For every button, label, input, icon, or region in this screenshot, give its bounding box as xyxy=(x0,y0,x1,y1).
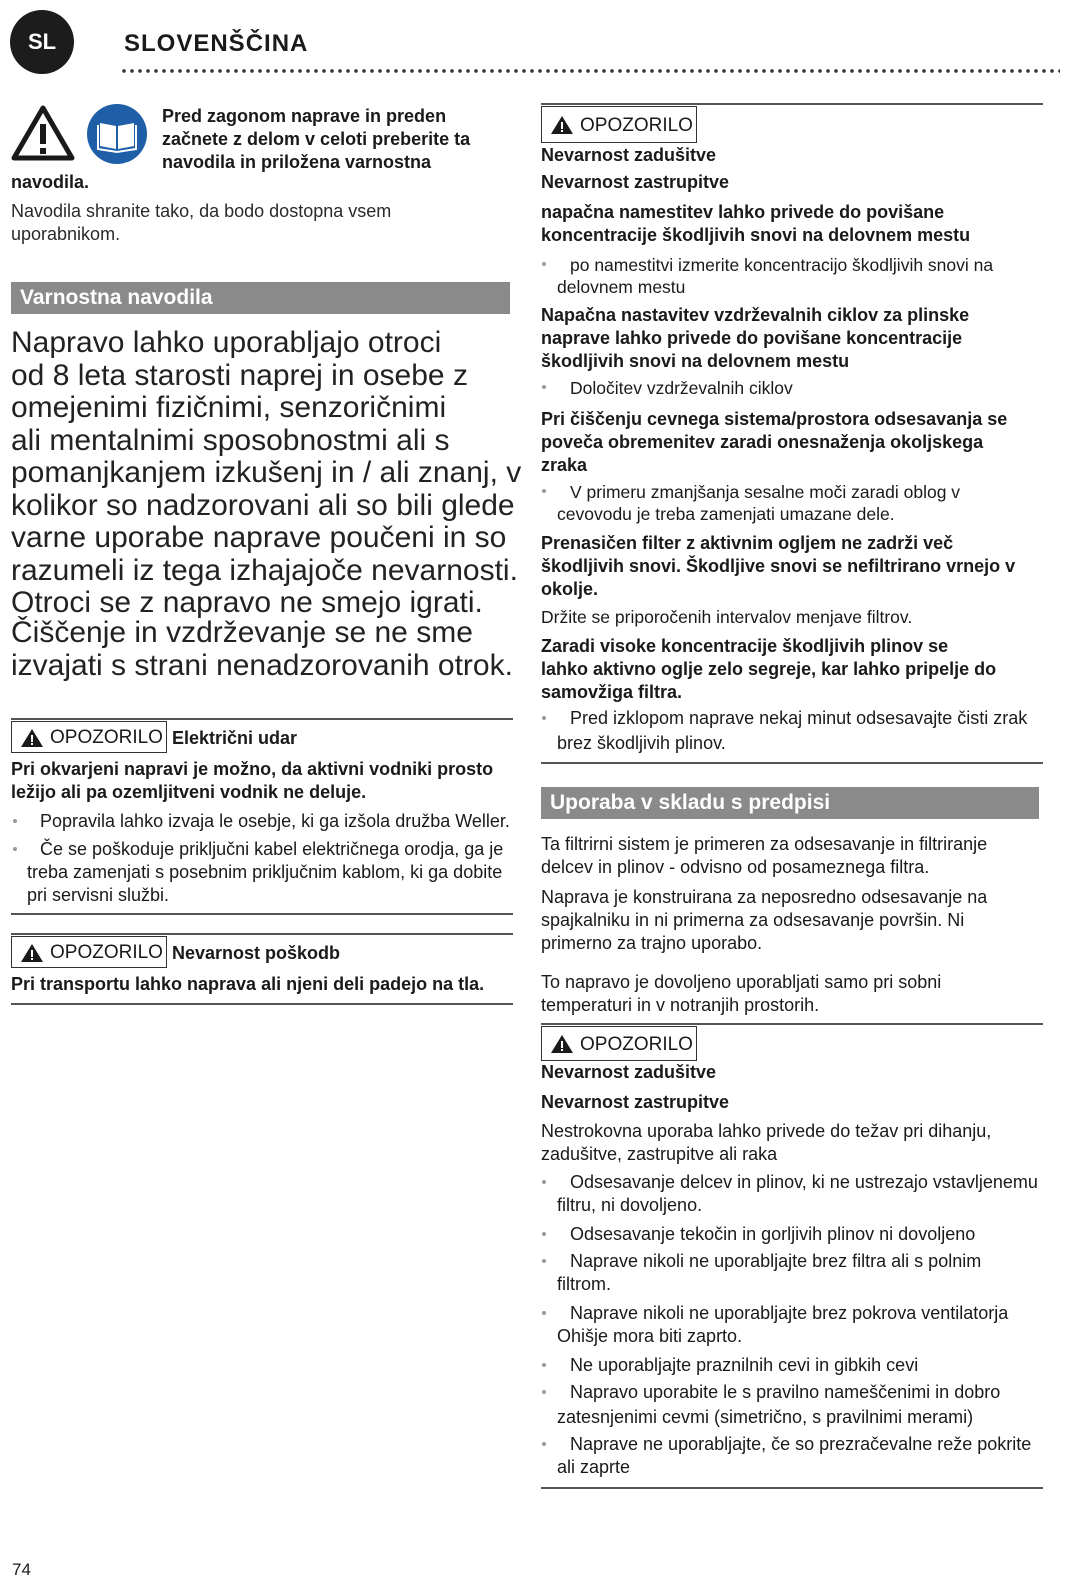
warning-text: Nestrokovna uporaba lahko privede do težav pri dihanju, zadušitve, zastrupitve ali raka xyxy=(541,1121,992,1164)
bullet-dot xyxy=(542,262,546,266)
warning-text-electric: Pri okvarjeni napravi je možno, da aktivni vodniki prosto ležijo ali pa ozemljitveni vodnik ne deluje. xyxy=(11,759,494,802)
warning-subtitle: Nevarnost zastrupitve xyxy=(541,172,730,192)
bullet-dot xyxy=(542,1180,546,1184)
read-manual-icon xyxy=(86,103,148,165)
bullet-dot xyxy=(542,716,546,720)
warning-text: napačna namestitev lahko privede do povišane koncentracije škodljivih snovi na delovnem mestu xyxy=(541,202,971,245)
divider xyxy=(541,103,1043,105)
warning-subtitle: Nevarnost zastrupitve xyxy=(541,1092,730,1112)
usage-paragraph-1: Ta filtrirni sistem je primeren za odsesavanje in filtriranje delcev in plinov - odvisno od posameznega filtra. xyxy=(541,834,988,877)
warning-item-electric-1: Popravila lahko izvaja le osebje, ki ga izšola družba Weller. xyxy=(40,811,510,831)
bullet-dot xyxy=(542,1259,546,1263)
warning-triangle-icon xyxy=(10,104,76,162)
bullet-dot xyxy=(13,847,17,851)
warning-item: Naprave ne uporabljajte, če so prezračevalne reže pokrite ali zaprte xyxy=(557,1434,1032,1477)
warning-note: Držite se priporočenih intervalov menjave filtrov. xyxy=(541,607,913,627)
warning-label-r2: OPOZORILO xyxy=(541,1026,697,1061)
warning-item: po namestitvi izmerite koncentracijo škodljivih snovi na delovnem mestu xyxy=(557,255,994,297)
safety-heading: Varnostna navodila xyxy=(11,282,510,314)
warning-subtitle: Nevarnost zadušitve xyxy=(541,145,717,165)
intro-title: Pred zagonom naprave in preden začnete z delom v celoti preberite ta navodila in priložena varnostna xyxy=(162,106,471,172)
divider xyxy=(11,718,513,720)
warning-item: Odsesavanje delcev in plinov, ki ne ustrezajo vstavljenemu filtru, ni dovoljeno. xyxy=(557,1172,1038,1215)
bullet-dot xyxy=(13,819,17,823)
warning-title-electric: Električni udar xyxy=(172,728,298,748)
safety-paragraph-1: Napravo lahko uporabljajo otroci od 8 leta starosti naprej in osebe z omejenimi fizičnimi, senzoričnimi ali mentalnimi sposobnostmi ali s pomanjkanjem izkušenj in / ali znanj, v kolikor so nadzorovani ali so bili glede varne uporabe naprave poučeni in so razumeli iz tega izhajajoče nevarnosti. Otroci se z napravo ne smejo igrati. xyxy=(11,326,522,619)
warning-label-r1: OPOZORILO xyxy=(541,106,697,143)
bullet-dot xyxy=(542,385,546,389)
bullet-dot xyxy=(542,1232,546,1236)
warning-label-damage: OPOZORILO xyxy=(11,936,167,968)
intro-note: Navodila shranite tako, da bodo dostopna vsem uporabnikom. xyxy=(11,201,392,244)
intro-title-end: navodila. xyxy=(11,172,90,192)
usage-heading: Uporaba v skladu s predpisi xyxy=(541,787,1039,819)
divider xyxy=(11,933,513,935)
safety-paragraph-2: Čiščenje in vzdrževanje se ne sme izvajati s strani nenadzorovanih otrok. xyxy=(11,616,513,682)
warning-triangle-icon xyxy=(550,1034,574,1054)
warning-triangle-icon xyxy=(20,943,44,963)
page-number: 74 xyxy=(12,1560,31,1579)
bullet-dot xyxy=(542,489,546,493)
warning-subtitle: Nevarnost zadušitve xyxy=(541,1062,717,1082)
warning-triangle-icon xyxy=(550,115,574,135)
warning-item: Napravo uporabite le s pravilno nameščenimi in dobro zatesnjenimi cevmi (simetrično, s pravilnimi merami) xyxy=(557,1382,1001,1427)
warning-item: Odsesavanje tekočin in gorljivih plinov ni dovoljeno xyxy=(570,1224,976,1244)
warning-label-electric: OPOZORILO xyxy=(11,721,167,753)
divider xyxy=(541,1487,1043,1489)
warning-item: Naprave nikoli ne uporabljajte brez filtra ali s polnim filtrom. xyxy=(557,1251,982,1294)
warning-item: V primeru zmanjšanja sesalne moči zaradi oblog v cevovodu je treba zamenjati umazane dele. xyxy=(557,482,961,524)
warning-text-damage: Pri transportu lahko naprava ali njeni deli padejo na tla. xyxy=(11,974,485,994)
divider xyxy=(541,762,1043,764)
warning-text: Zaradi visoke koncentracije škodljivih plinov se lahko aktivno oglje zelo segreje, kar lahko pripelje do samovžiga filtra. xyxy=(541,636,997,702)
warning-item: Naprave nikoli ne uporabljajte brez pokrova ventilatorja Ohišje mora biti zaprto. xyxy=(557,1303,1009,1346)
warning-text: Napačna nastavitev vzdrževalnih ciklov za plinske naprave lahko privede do povišane koncentracije škodljivih snovi na delovnem mestu xyxy=(541,305,970,371)
language-title: SLOVENŠČINA xyxy=(124,30,309,57)
bullet-dot xyxy=(542,1363,546,1367)
bullet-dot xyxy=(542,1311,546,1315)
divider xyxy=(11,913,513,915)
divider xyxy=(11,1003,513,1005)
warning-text: Pri čiščenju cevnega sistema/prostora odsesavanja se poveča obremenitev zaradi onesnaženja okoljskega zraka xyxy=(541,409,1008,475)
language-badge: SL xyxy=(10,10,74,74)
warning-title-damage: Nevarnost poškodb xyxy=(172,943,341,963)
warning-item: Pred izklopom naprave nekaj minut odsesavajte čisti zrak brez škodljivih plinov. xyxy=(557,708,1028,753)
warning-item: Določitev vzdrževalnih ciklov xyxy=(570,378,793,398)
dotted-divider xyxy=(120,67,1060,75)
usage-paragraph-3: To napravo je dovoljeno uporabljati samo pri sobni temperaturi in v notranjih prostorih. xyxy=(541,972,942,1015)
warning-item-electric-2: Če se poškoduje priključni kabel električnega orodja, ga je treba zamenjati s posebnim priključnim kablom, ki ga dobite pri servisni službi. xyxy=(27,839,504,905)
bullet-dot xyxy=(542,1442,546,1446)
warning-item: Ne uporabljajte praznilnih cevi in gibkih cevi xyxy=(570,1355,919,1375)
warning-triangle-icon xyxy=(20,728,44,748)
bullet-dot xyxy=(542,1390,546,1394)
usage-paragraph-2: Naprava je konstruirana za neposredno odsesavanje na spajkalniku in ni primerna za odsesavanje površin. Ni primerno za trajno uporabo. xyxy=(541,887,988,953)
divider xyxy=(541,1023,1043,1025)
warning-text: Prenasičen filter z aktivnim ogljem ne zadrži več škodljivih snovi. Škodljive snovi se nefiltrirano vrnejo v okolje. xyxy=(541,533,1016,599)
